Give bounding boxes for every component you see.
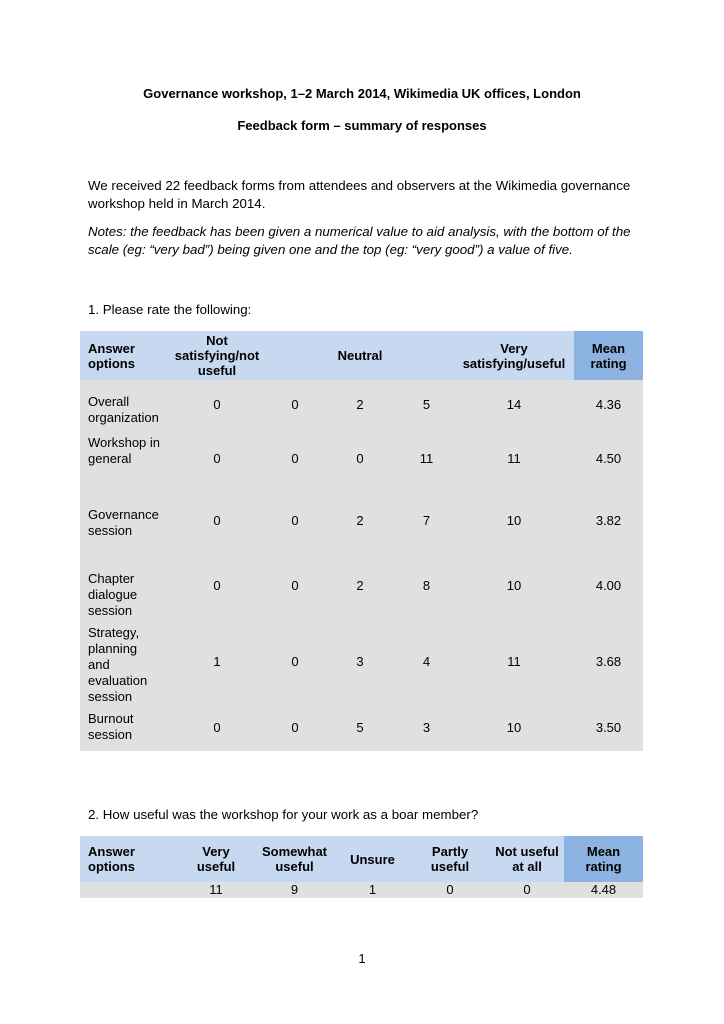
value-cell: 7 [399,489,454,553]
mean-cell: 3.82 [574,489,643,553]
question-1-heading: 1. Please rate the following: [88,302,252,317]
value-cell: 0 [165,489,269,553]
value-cell: 0 [269,705,321,751]
table-row [80,489,643,553]
header-mean-rating: Mean rating [564,836,643,882]
header-very-useful: Very useful [178,836,254,882]
value-cell: 5 [321,705,399,751]
document-subtitle: Feedback form – summary of responses [237,118,487,133]
value-cell: 0 [410,882,490,898]
value-cell: 3 [399,705,454,751]
value-cell: 11 [454,619,574,705]
table-row [80,553,643,619]
value-cell: 10 [454,705,574,751]
header-not-useful: Not useful at all [490,836,564,882]
mean-cell: 3.50 [574,705,643,751]
value-cell: 8 [399,553,454,619]
value-cell: 0 [165,429,269,489]
value-cell: 1 [335,882,410,898]
table-header-row [80,836,643,882]
value-cell: 2 [321,553,399,619]
mean-cell: 4.50 [574,429,643,489]
mean-cell: 4.48 [564,882,643,898]
mean-cell: 4.36 [574,380,643,429]
table-row [80,882,643,898]
header-not-satisfying: Not satisfying/not useful [165,331,269,380]
notes-paragraph: Notes: the feedback has been given a numerical value to aid analysis, with the bottom of the scale (eg: “very bad”) being given one and the top (eg: “very good”) a value of five. [88,224,631,257]
value-cell: 0 [165,553,269,619]
header-blank-2 [269,331,321,380]
ratings-table [80,331,643,751]
value-cell: 5 [399,380,454,429]
question-2-heading: 2. How useful was the workshop for your work as a boar member? [88,807,479,822]
value-cell: 0 [165,705,269,751]
table-row [80,429,643,489]
value-cell: 1 [165,619,269,705]
usefulness-table [80,836,643,898]
value-cell: 10 [454,489,574,553]
row-label: Chapter dialogue session [80,553,165,619]
header-somewhat-useful: Somewhat useful [254,836,335,882]
row-label: Governance session [80,489,165,553]
value-cell: 10 [454,553,574,619]
header-blank-4 [399,331,454,380]
value-cell: 14 [454,380,574,429]
header-neutral: Neutral [321,331,399,380]
value-cell: 9 [254,882,335,898]
header-answer-options: Answer options [80,836,178,882]
row-label: Overall organization [80,380,165,429]
table-row [80,380,643,429]
header-answer-options: Answer options [80,331,165,380]
row-label: Strategy, planning and evaluation session [80,619,165,705]
table-row [80,619,643,705]
row-label [80,882,178,898]
value-cell: 0 [321,429,399,489]
table-row [80,705,643,751]
header-unsure: Unsure [335,836,410,882]
value-cell: 0 [165,380,269,429]
value-cell: 2 [321,380,399,429]
value-cell: 11 [399,429,454,489]
value-cell: 2 [321,489,399,553]
mean-cell: 3.68 [574,619,643,705]
value-cell: 0 [269,429,321,489]
value-cell: 0 [269,619,321,705]
value-cell: 0 [269,489,321,553]
value-cell: 11 [454,429,574,489]
value-cell: 0 [269,553,321,619]
intro-paragraph: We received 22 feedback forms from attendees and observers at the Wikimedia governance workshop held in March 2014. [88,178,631,211]
row-label: Workshop in general [80,429,165,489]
mean-cell: 4.00 [574,553,643,619]
header-partly-useful: Partly useful [410,836,490,882]
value-cell: 0 [269,380,321,429]
row-label: Burnout session [80,705,165,751]
value-cell: 0 [490,882,564,898]
header-very-satisfying: Very satisfying/useful [454,331,574,380]
value-cell: 3 [321,619,399,705]
page-number: 1 [358,951,366,966]
table-header-row [80,331,643,380]
document-title: Governance workshop, 1–2 March 2014, Wikimedia UK offices, London [143,86,581,101]
header-mean-rating: Mean rating [574,331,643,380]
value-cell: 11 [178,882,254,898]
value-cell: 4 [399,619,454,705]
